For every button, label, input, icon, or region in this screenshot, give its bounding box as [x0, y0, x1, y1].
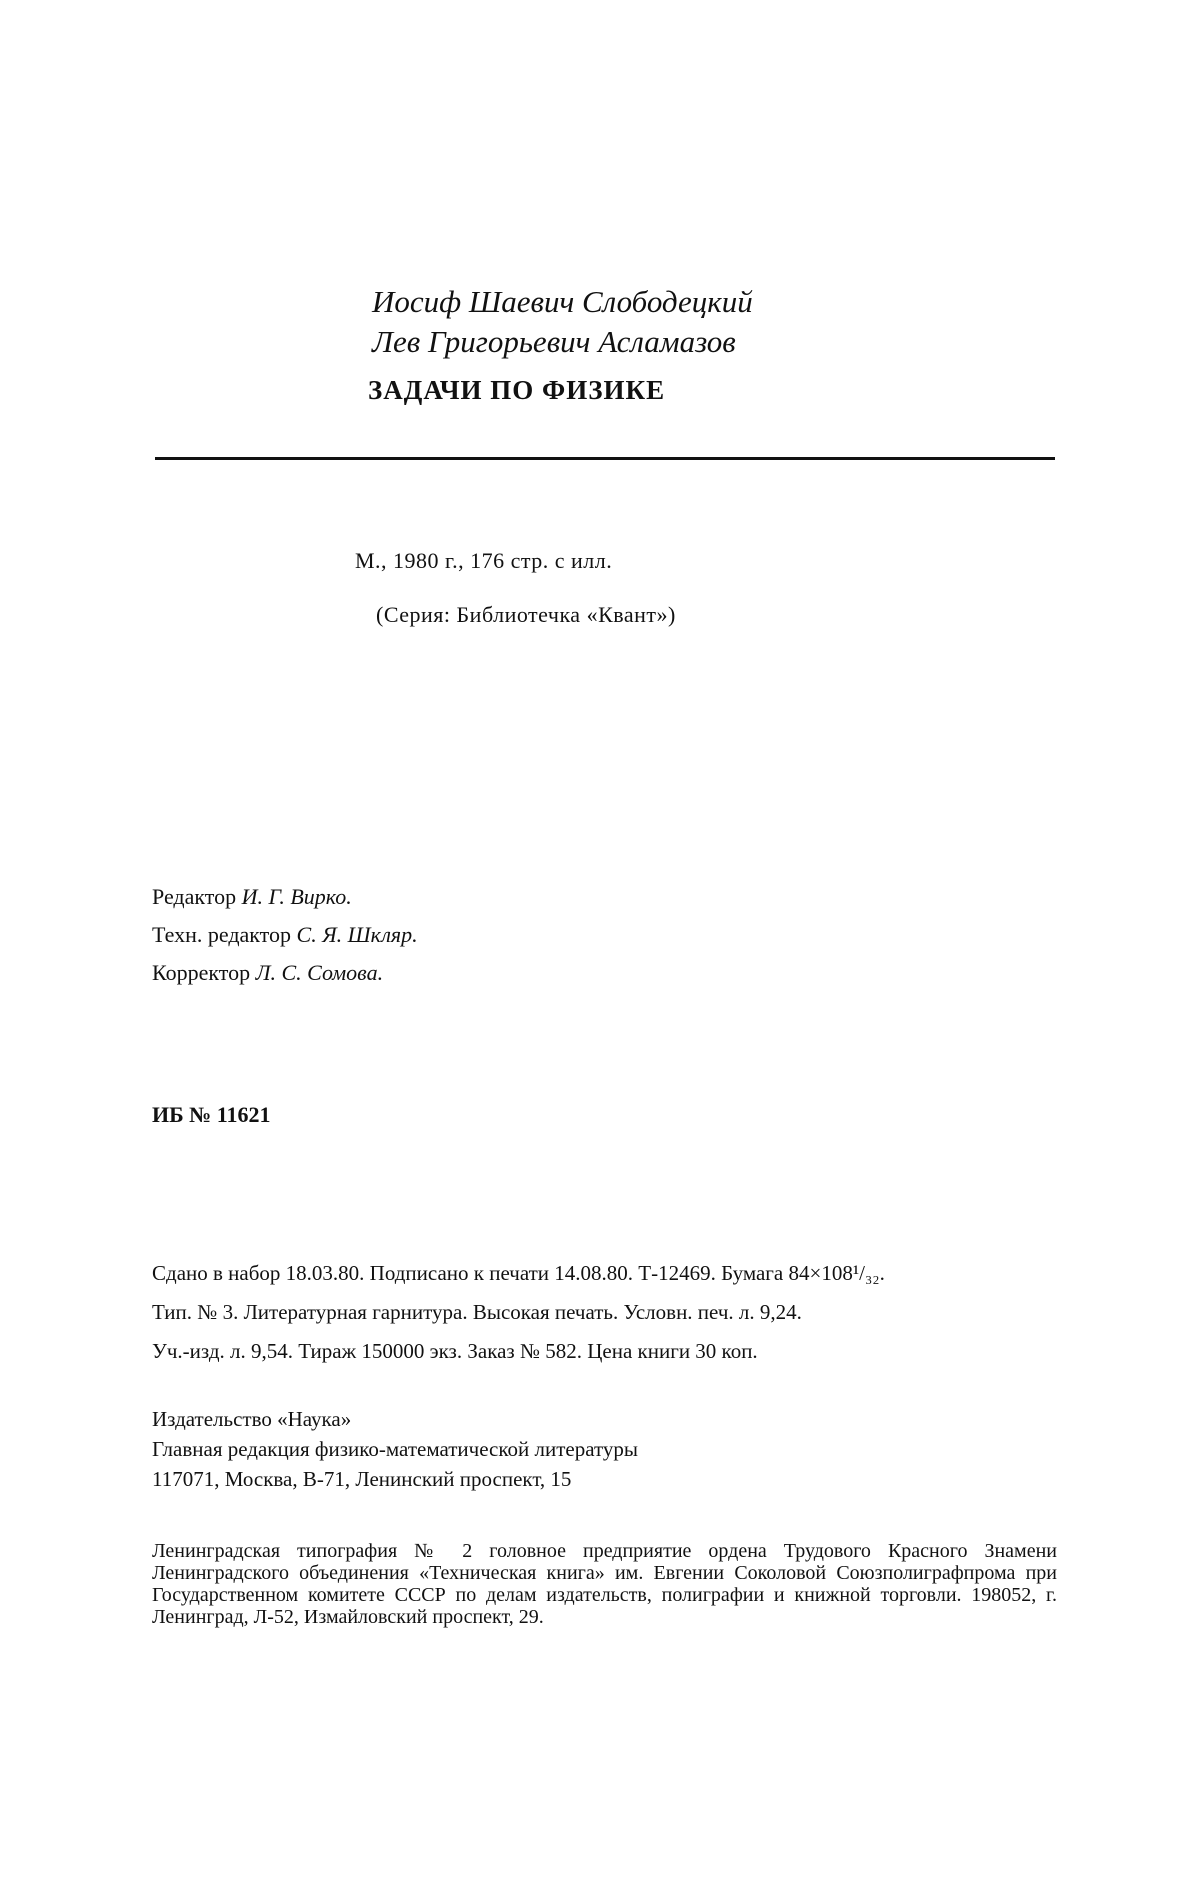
divider-line	[155, 457, 1055, 460]
staff-row	[152, 878, 418, 916]
book-title: ЗАДАЧИ ПО ФИЗИКЕ	[368, 375, 666, 405]
publisher-name: Издательство «Наука»	[152, 1407, 352, 1431]
staff-name: И. Г. Вирко.	[241, 884, 352, 909]
series-info: (Серия: Библиотечка «Квант»)	[376, 602, 676, 627]
typography-info: Ленинградская типография № 2 головное предприятие ордена Трудового Красного Знамени Ленинградского объединения «Техническая книга» им. Евгении Соколовой Союзполиграфпрома при Государственном комитете СССР по делам издательств, полиграфии и книжной торговли. 198052, г. Ленинград, Л-52, Измайловский проспект, 29.	[152, 1540, 1057, 1628]
staff-name: С. Я. Шкляр.	[296, 922, 418, 947]
print-line: Уч.-изд. л. 9,54. Тираж 150000 экз. Заказ № 582. Цена книги 30 коп.	[152, 1339, 758, 1363]
authors	[372, 282, 753, 362]
publication-info: М., 1980 г., 176 стр. с илл.	[355, 548, 613, 573]
author-1: Иосиф Шаевич Слободецкий	[372, 284, 753, 319]
staff-name: Л. С. Сомова.	[255, 960, 384, 985]
staff-role: Редактор	[152, 884, 237, 909]
editorial-staff	[152, 878, 418, 992]
publisher-info	[152, 1404, 638, 1494]
print-line: Сдано в набор 18.03.80. Подписано к печати 14.08.80. Т-12469. Бумага 84×108¹/₃₂.	[152, 1261, 885, 1285]
print-details	[152, 1254, 1057, 1371]
staff-row	[152, 954, 418, 992]
staff-role: Техн. редактор	[152, 922, 292, 947]
staff-role: Корректор	[152, 960, 251, 985]
publisher-address: 117071, Москва, В-71, Ленинский проспект, 15	[152, 1467, 572, 1491]
print-line: Тип. № 3. Литературная гарнитура. Высокая печать. Условн. печ. л. 9,24.	[152, 1300, 802, 1324]
publisher-division: Главная редакция физико-математической литературы	[152, 1437, 639, 1461]
author-2: Лев Григорьевич Асламазов	[372, 324, 736, 359]
staff-row	[152, 916, 418, 954]
ib-number: ИБ № 11621	[152, 1102, 271, 1127]
